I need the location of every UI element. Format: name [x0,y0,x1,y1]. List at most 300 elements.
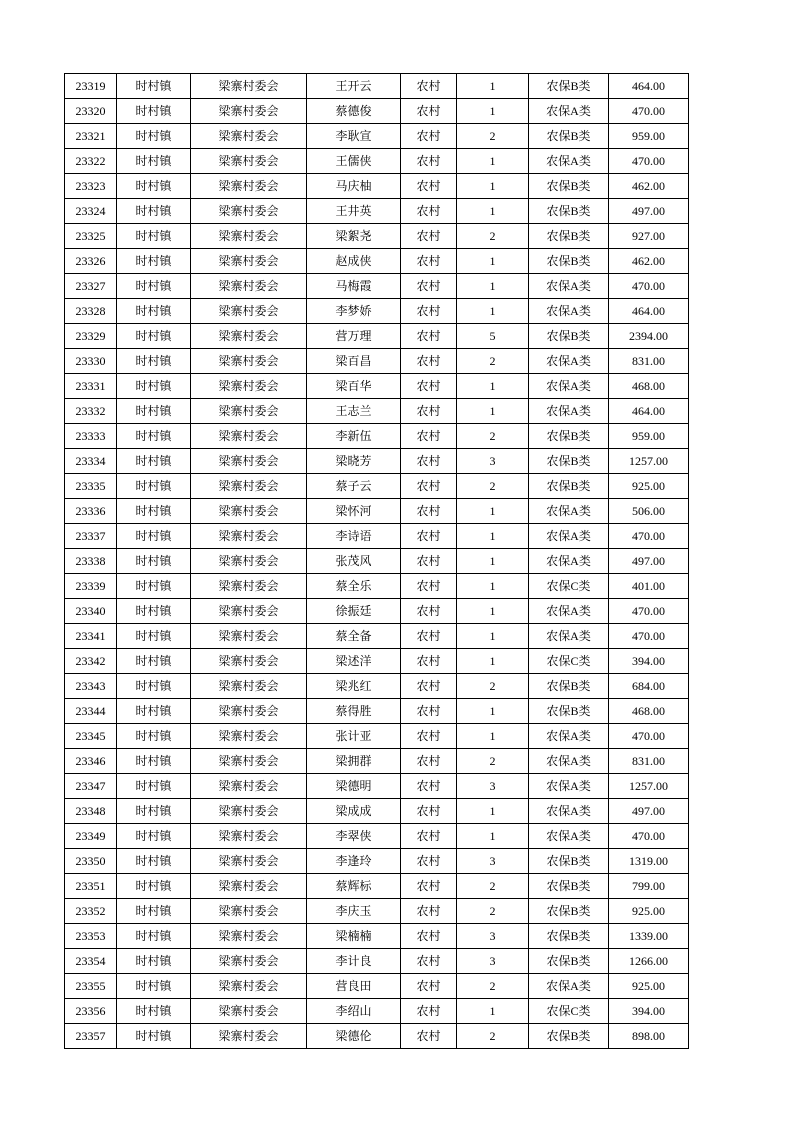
cell-id: 23351 [65,874,117,899]
cell-committee: 梁寨村委会 [191,849,307,874]
cell-town: 时村镇 [117,599,191,624]
cell-count: 2 [457,1024,529,1049]
cell-town: 时村镇 [117,349,191,374]
cell-name: 蔡辉标 [307,874,401,899]
cell-town: 时村镇 [117,124,191,149]
cell-amount: 959.00 [609,124,689,149]
cell-count: 1 [457,499,529,524]
table-row [65,999,689,1024]
cell-name: 李诗语 [307,524,401,549]
cell-count: 1 [457,374,529,399]
cell-count: 2 [457,124,529,149]
table-row [65,399,689,424]
table-row [65,724,689,749]
cell-name: 马庆柚 [307,174,401,199]
cell-category: 农保B类 [529,124,609,149]
cell-type: 农村 [401,224,457,249]
cell-type: 农村 [401,824,457,849]
cell-id: 23322 [65,149,117,174]
cell-name: 蔡德俊 [307,99,401,124]
cell-count: 3 [457,849,529,874]
cell-type: 农村 [401,474,457,499]
table-row [65,699,689,724]
table-row [65,949,689,974]
cell-count: 2 [457,674,529,699]
cell-town: 时村镇 [117,899,191,924]
table-body [65,74,689,1049]
cell-id: 23332 [65,399,117,424]
cell-id: 23324 [65,199,117,224]
cell-committee: 梁寨村委会 [191,874,307,899]
cell-category: 农保A类 [529,99,609,124]
cell-id: 23333 [65,424,117,449]
cell-name: 马梅霞 [307,274,401,299]
cell-amount: 462.00 [609,174,689,199]
cell-category: 农保A类 [529,349,609,374]
cell-category: 农保B类 [529,249,609,274]
cell-type: 农村 [401,199,457,224]
cell-amount: 497.00 [609,799,689,824]
cell-category: 农保A类 [529,149,609,174]
cell-town: 时村镇 [117,249,191,274]
cell-committee: 梁寨村委会 [191,774,307,799]
cell-committee: 梁寨村委会 [191,699,307,724]
cell-committee: 梁寨村委会 [191,249,307,274]
cell-type: 农村 [401,324,457,349]
cell-committee: 梁寨村委会 [191,599,307,624]
cell-committee: 梁寨村委会 [191,499,307,524]
cell-id: 23349 [65,824,117,849]
cell-id: 23357 [65,1024,117,1049]
cell-name: 李绍山 [307,999,401,1024]
cell-town: 时村镇 [117,924,191,949]
table-row [65,749,689,774]
cell-count: 1 [457,624,529,649]
cell-type: 农村 [401,524,457,549]
cell-committee: 梁寨村委会 [191,674,307,699]
cell-name: 张计亚 [307,724,401,749]
cell-type: 农村 [401,799,457,824]
table-row [65,474,689,499]
cell-category: 农保A类 [529,724,609,749]
cell-town: 时村镇 [117,699,191,724]
cell-count: 2 [457,349,529,374]
cell-name: 李翠侠 [307,824,401,849]
cell-category: 农保A类 [529,499,609,524]
cell-count: 1 [457,399,529,424]
cell-amount: 464.00 [609,299,689,324]
table-row [65,199,689,224]
cell-id: 23342 [65,649,117,674]
cell-name: 梁楠楠 [307,924,401,949]
cell-name: 蔡得胜 [307,699,401,724]
cell-count: 1 [457,299,529,324]
cell-town: 时村镇 [117,1024,191,1049]
table-row [65,649,689,674]
cell-category: 农保B类 [529,924,609,949]
cell-committee: 梁寨村委会 [191,99,307,124]
pension-table [64,73,689,1049]
cell-committee: 梁寨村委会 [191,74,307,99]
cell-id: 23330 [65,349,117,374]
table-row [65,974,689,999]
table-row [65,874,689,899]
cell-name: 赵成侠 [307,249,401,274]
cell-category: 农保B类 [529,74,609,99]
cell-name: 梁晓芳 [307,449,401,474]
cell-id: 23341 [65,624,117,649]
table-row [65,524,689,549]
cell-name: 李逢玲 [307,849,401,874]
cell-count: 3 [457,449,529,474]
cell-id: 23334 [65,449,117,474]
cell-name: 李计良 [307,949,401,974]
cell-name: 李梦娇 [307,299,401,324]
cell-count: 3 [457,924,529,949]
cell-amount: 470.00 [609,149,689,174]
cell-type: 农村 [401,399,457,424]
cell-count: 1 [457,249,529,274]
cell-id: 23353 [65,924,117,949]
cell-amount: 959.00 [609,424,689,449]
cell-category: 农保A类 [529,774,609,799]
cell-type: 农村 [401,299,457,324]
cell-id: 23328 [65,299,117,324]
cell-id: 23327 [65,274,117,299]
table-row [65,174,689,199]
table-row [65,799,689,824]
cell-name: 梁德明 [307,774,401,799]
table-row [65,624,689,649]
cell-id: 23345 [65,724,117,749]
cell-type: 农村 [401,774,457,799]
cell-town: 时村镇 [117,149,191,174]
cell-town: 时村镇 [117,99,191,124]
cell-id: 23323 [65,174,117,199]
cell-committee: 梁寨村委会 [191,149,307,174]
cell-count: 3 [457,774,529,799]
cell-committee: 梁寨村委会 [191,449,307,474]
cell-amount: 470.00 [609,724,689,749]
cell-town: 时村镇 [117,524,191,549]
table-row [65,224,689,249]
cell-type: 农村 [401,174,457,199]
cell-count: 1 [457,649,529,674]
cell-amount: 470.00 [609,99,689,124]
cell-count: 5 [457,324,529,349]
cell-type: 农村 [401,124,457,149]
cell-type: 农村 [401,724,457,749]
table-row [65,299,689,324]
table-row [65,549,689,574]
cell-name: 徐振廷 [307,599,401,624]
cell-category: 农保C类 [529,574,609,599]
cell-amount: 394.00 [609,999,689,1024]
cell-committee: 梁寨村委会 [191,124,307,149]
cell-name: 梁兆红 [307,674,401,699]
cell-town: 时村镇 [117,324,191,349]
cell-amount: 1266.00 [609,949,689,974]
cell-committee: 梁寨村委会 [191,974,307,999]
cell-type: 农村 [401,599,457,624]
cell-name: 梁拥群 [307,749,401,774]
cell-amount: 462.00 [609,249,689,274]
cell-town: 时村镇 [117,199,191,224]
cell-town: 时村镇 [117,849,191,874]
cell-category: 农保C类 [529,649,609,674]
table-row [65,574,689,599]
cell-committee: 梁寨村委会 [191,224,307,249]
cell-type: 农村 [401,249,457,274]
cell-town: 时村镇 [117,574,191,599]
cell-count: 1 [457,199,529,224]
cell-amount: 799.00 [609,874,689,899]
cell-type: 农村 [401,899,457,924]
cell-count: 1 [457,174,529,199]
cell-committee: 梁寨村委会 [191,1024,307,1049]
cell-id: 23352 [65,899,117,924]
cell-id: 23347 [65,774,117,799]
cell-id: 23354 [65,949,117,974]
cell-name: 梁述洋 [307,649,401,674]
cell-category: 农保A类 [529,974,609,999]
cell-town: 时村镇 [117,549,191,574]
cell-type: 农村 [401,974,457,999]
cell-type: 农村 [401,374,457,399]
cell-category: 农保A类 [529,524,609,549]
cell-committee: 梁寨村委会 [191,949,307,974]
table-row [65,924,689,949]
cell-count: 1 [457,999,529,1024]
cell-name: 李耿宣 [307,124,401,149]
table-row [65,899,689,924]
cell-amount: 831.00 [609,749,689,774]
cell-town: 时村镇 [117,374,191,399]
cell-type: 农村 [401,549,457,574]
cell-name: 蔡全乐 [307,574,401,599]
cell-id: 23320 [65,99,117,124]
cell-amount: 401.00 [609,574,689,599]
cell-category: 农保B类 [529,324,609,349]
table-row [65,424,689,449]
cell-category: 农保A类 [529,599,609,624]
cell-category: 农保B类 [529,949,609,974]
cell-count: 2 [457,224,529,249]
cell-town: 时村镇 [117,724,191,749]
cell-amount: 464.00 [609,74,689,99]
cell-count: 3 [457,949,529,974]
cell-category: 农保B类 [529,474,609,499]
cell-type: 农村 [401,149,457,174]
cell-name: 王志兰 [307,399,401,424]
cell-type: 农村 [401,749,457,774]
cell-amount: 470.00 [609,624,689,649]
table-row [65,849,689,874]
cell-category: 农保A类 [529,624,609,649]
cell-committee: 梁寨村委会 [191,399,307,424]
cell-category: 农保B类 [529,174,609,199]
cell-town: 时村镇 [117,824,191,849]
table-row [65,774,689,799]
cell-category: 农保A类 [529,299,609,324]
cell-committee: 梁寨村委会 [191,199,307,224]
cell-amount: 927.00 [609,224,689,249]
cell-name: 王儒侠 [307,149,401,174]
cell-town: 时村镇 [117,424,191,449]
cell-id: 23331 [65,374,117,399]
cell-town: 时村镇 [117,224,191,249]
cell-id: 23326 [65,249,117,274]
cell-id: 23355 [65,974,117,999]
cell-id: 23340 [65,599,117,624]
cell-committee: 梁寨村委会 [191,649,307,674]
cell-id: 23325 [65,224,117,249]
cell-town: 时村镇 [117,449,191,474]
cell-type: 农村 [401,699,457,724]
cell-type: 农村 [401,499,457,524]
cell-committee: 梁寨村委会 [191,324,307,349]
cell-category: 农保A类 [529,274,609,299]
table-row [65,99,689,124]
table-row [65,249,689,274]
cell-type: 农村 [401,349,457,374]
cell-count: 2 [457,749,529,774]
cell-count: 1 [457,549,529,574]
cell-name: 王井英 [307,199,401,224]
cell-category: 农保B类 [529,874,609,899]
cell-committee: 梁寨村委会 [191,299,307,324]
cell-town: 时村镇 [117,674,191,699]
cell-type: 农村 [401,674,457,699]
cell-committee: 梁寨村委会 [191,899,307,924]
table-row [65,674,689,699]
table-row [65,124,689,149]
table-row [65,324,689,349]
cell-category: 农保A类 [529,399,609,424]
cell-category: 农保A类 [529,749,609,774]
cell-type: 农村 [401,924,457,949]
cell-amount: 470.00 [609,824,689,849]
cell-id: 23329 [65,324,117,349]
cell-committee: 梁寨村委会 [191,799,307,824]
table-row [65,274,689,299]
cell-count: 1 [457,524,529,549]
cell-type: 农村 [401,99,457,124]
cell-count: 2 [457,974,529,999]
cell-category: 农保B类 [529,424,609,449]
cell-category: 农保B类 [529,449,609,474]
cell-amount: 684.00 [609,674,689,699]
cell-committee: 梁寨村委会 [191,474,307,499]
cell-type: 农村 [401,74,457,99]
cell-amount: 898.00 [609,1024,689,1049]
cell-committee: 梁寨村委会 [191,549,307,574]
table-row [65,349,689,374]
cell-name: 梁百昌 [307,349,401,374]
cell-name: 李新伍 [307,424,401,449]
cell-amount: 394.00 [609,649,689,674]
cell-type: 农村 [401,1024,457,1049]
cell-type: 农村 [401,274,457,299]
table-row [65,499,689,524]
cell-count: 1 [457,274,529,299]
cell-committee: 梁寨村委会 [191,374,307,399]
cell-count: 1 [457,599,529,624]
cell-count: 1 [457,74,529,99]
cell-town: 时村镇 [117,874,191,899]
cell-category: 农保B类 [529,224,609,249]
cell-town: 时村镇 [117,174,191,199]
table-row [65,74,689,99]
cell-committee: 梁寨村委会 [191,174,307,199]
cell-amount: 831.00 [609,349,689,374]
cell-town: 时村镇 [117,74,191,99]
cell-amount: 468.00 [609,374,689,399]
cell-category: 农保B类 [529,1024,609,1049]
cell-town: 时村镇 [117,749,191,774]
cell-amount: 470.00 [609,274,689,299]
cell-town: 时村镇 [117,649,191,674]
cell-type: 农村 [401,874,457,899]
cell-category: 农保C类 [529,999,609,1024]
cell-count: 1 [457,574,529,599]
cell-name: 梁百华 [307,374,401,399]
cell-amount: 464.00 [609,399,689,424]
cell-committee: 梁寨村委会 [191,924,307,949]
cell-count: 1 [457,724,529,749]
cell-amount: 470.00 [609,524,689,549]
cell-name: 营良田 [307,974,401,999]
cell-id: 23338 [65,549,117,574]
cell-town: 时村镇 [117,799,191,824]
cell-amount: 1257.00 [609,774,689,799]
cell-town: 时村镇 [117,774,191,799]
cell-amount: 497.00 [609,199,689,224]
cell-amount: 2394.00 [609,324,689,349]
cell-id: 23343 [65,674,117,699]
cell-category: 农保B类 [529,199,609,224]
cell-name: 梁成成 [307,799,401,824]
cell-name: 张茂风 [307,549,401,574]
cell-id: 23319 [65,74,117,99]
cell-id: 23336 [65,499,117,524]
table-row [65,374,689,399]
cell-type: 农村 [401,999,457,1024]
cell-count: 1 [457,149,529,174]
cell-name: 蔡子云 [307,474,401,499]
cell-amount: 468.00 [609,699,689,724]
cell-type: 农村 [401,649,457,674]
cell-id: 23356 [65,999,117,1024]
cell-town: 时村镇 [117,399,191,424]
cell-type: 农村 [401,574,457,599]
table-row [65,599,689,624]
cell-committee: 梁寨村委会 [191,824,307,849]
cell-category: 农保B类 [529,674,609,699]
cell-amount: 925.00 [609,974,689,999]
cell-town: 时村镇 [117,949,191,974]
cell-town: 时村镇 [117,499,191,524]
cell-amount: 1339.00 [609,924,689,949]
cell-count: 1 [457,799,529,824]
cell-committee: 梁寨村委会 [191,749,307,774]
cell-name: 蔡全备 [307,624,401,649]
cell-count: 2 [457,424,529,449]
cell-name: 梁怀河 [307,499,401,524]
cell-name: 梁絮尧 [307,224,401,249]
cell-amount: 925.00 [609,474,689,499]
cell-committee: 梁寨村委会 [191,349,307,374]
